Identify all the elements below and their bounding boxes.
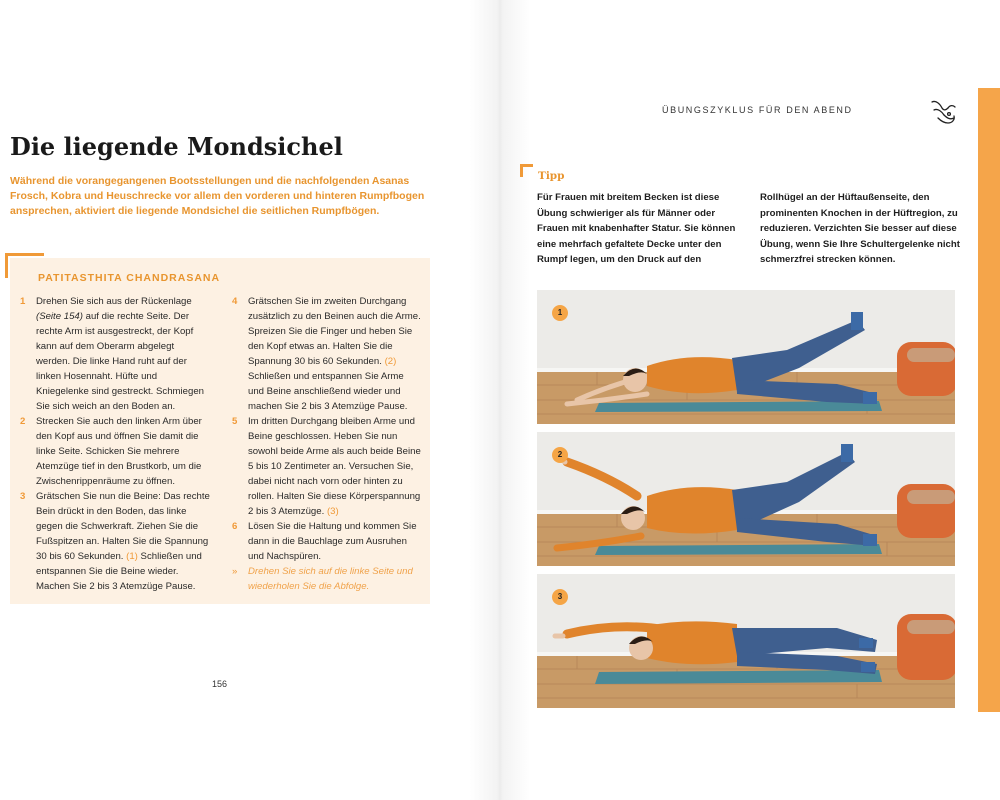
- pose-photo-2: [537, 432, 955, 566]
- instruction-step: [20, 294, 210, 414]
- asana-heading: PATITASTHITA CHANDRASANA: [38, 272, 221, 284]
- step-text: (Seite 154): [36, 311, 83, 322]
- step-text: Strecken Sie auch den linken Arm über den Kopf aus und öffnen Sie damit die linke Seite. Schicken Sie mehrere Atemzüge tief in den Brustkorb, um die Zwischenrippenräume zu öffnen.: [36, 416, 202, 487]
- chapter-side-tab: [978, 88, 1000, 712]
- steps-column-1: [20, 294, 210, 594]
- photo-badge: 1: [552, 305, 568, 321]
- instruction-step: [232, 519, 422, 564]
- tipp-text-column-2: Rollhügel an der Hüftaußenseite, den prominenten Knochen in der Hüftregion, zu reduzieren. Verzichten Sie besser auf diese Übung, wenn Sie Ihre Schultergelenke nicht schmerzfrei strecken können.: [760, 192, 960, 265]
- instruction-step: [232, 294, 422, 414]
- pose-photo-1: [537, 290, 955, 424]
- page-number: 156: [212, 679, 228, 689]
- pose-photo-3: [537, 574, 955, 708]
- step-number: 1: [20, 296, 26, 307]
- step-number: »: [232, 566, 238, 577]
- book-gutter: [470, 0, 530, 800]
- step-text: auf die rechte Seite. Der rechte Arm ist ausgestreckt, der Kopf kann auf dem Oberarm abgelegt werden. Die linke Hand ruht auf der linken Hosennaht. Hüfte und Kniegelenke sind gestreckt. Schmiegen Sie sich weich an den Boden an.: [36, 311, 204, 412]
- instruction-step: [20, 414, 210, 489]
- step-text: Im dritten Durchgang bleiben Arme und Beine geschlossen. Heben Sie nun sowohl beide Arme als auch beide Beine 5 bis 10 Zentimeter an. Versuchen Sie, dabei nicht nach vorn oder hinten zu rollen. Halten Sie diese Körperspannung 2 bis 3 Atemzüge.: [248, 416, 421, 517]
- step-number: 2: [20, 416, 26, 427]
- instruction-step: [232, 414, 422, 519]
- step-text: Schließen und entspannen Sie die Beine wieder. Machen Sie 2 bis 3 Atemzüge Pause.: [36, 551, 202, 592]
- photo-reference: (2): [384, 356, 397, 367]
- running-head: ÜBUNGSZYKLUS FÜR DEN ABEND: [662, 105, 853, 115]
- step-text: Lösen Sie die Haltung und kommen Sie dann in die Bauchlage zum Ausruhen und Nachspüren.: [248, 521, 417, 562]
- step-text: Drehen Sie sich auf die linke Seite und wiederholen Sie die Abfolge.: [248, 566, 413, 592]
- tipp-corner-accent: [520, 164, 533, 177]
- instruction-step: [232, 564, 422, 594]
- step-text: Drehen Sie sich aus der Rückenlage: [36, 296, 192, 307]
- step-text: Grätschen Sie im zweiten Durchgang zusätzlich zu den Beinen auch die Arme. Spreizen Sie die Finger und heben Sie den Kopf etwas an. Halten Sie die Spannung 30 bis 60 Sekunden.: [248, 296, 421, 367]
- step-number: 5: [232, 416, 238, 427]
- photo-badge: 2: [552, 447, 568, 463]
- step-text: Schließen und entspannen Sie Arme und Beine anschließend wieder und machen Sie 2 bis 3 Atemzüge Pause.: [248, 371, 408, 412]
- intro-paragraph: Während die vorangegangenen Bootsstellungen und die nachfolgenden Asanas Frosch, Kobra und Heuschrecke vor allem den vorderen und hinteren Rumpfbogen ansprechen, aktiviert die liegende Mondsichel die seitlichen Rumpfbögen.: [10, 175, 425, 217]
- hand-mudra-icon: [928, 96, 958, 128]
- step-number: 6: [232, 521, 238, 532]
- photo-badge: 3: [552, 589, 568, 605]
- tipp-label: Tipp: [538, 170, 565, 182]
- step-number: 4: [232, 296, 238, 307]
- step-number: 3: [20, 491, 26, 502]
- instruction-step: [20, 489, 210, 594]
- steps-column-2: [232, 294, 422, 594]
- step-text: Grätschen Sie nun die Beine: Das rechte Bein drückt in den Boden, das linke gegen die Schwerkraft. Ziehen Sie die Fußspitzen an. Halten Sie die Spannung 30 bis 60 Sekunden.: [36, 491, 210, 562]
- page-title: Die liegende Mondsichel: [10, 132, 343, 161]
- photo-reference: (1): [126, 551, 138, 562]
- tipp-text-column-1: Für Frauen mit breitem Becken ist diese Übung schwieriger als für Männer oder Frauen mit knabenhafter Statur. Sie können eine mehrfach gefaltete Decke unter den Rumpf legen, um den Druck auf den: [537, 192, 736, 265]
- photo-reference: (3): [326, 506, 339, 517]
